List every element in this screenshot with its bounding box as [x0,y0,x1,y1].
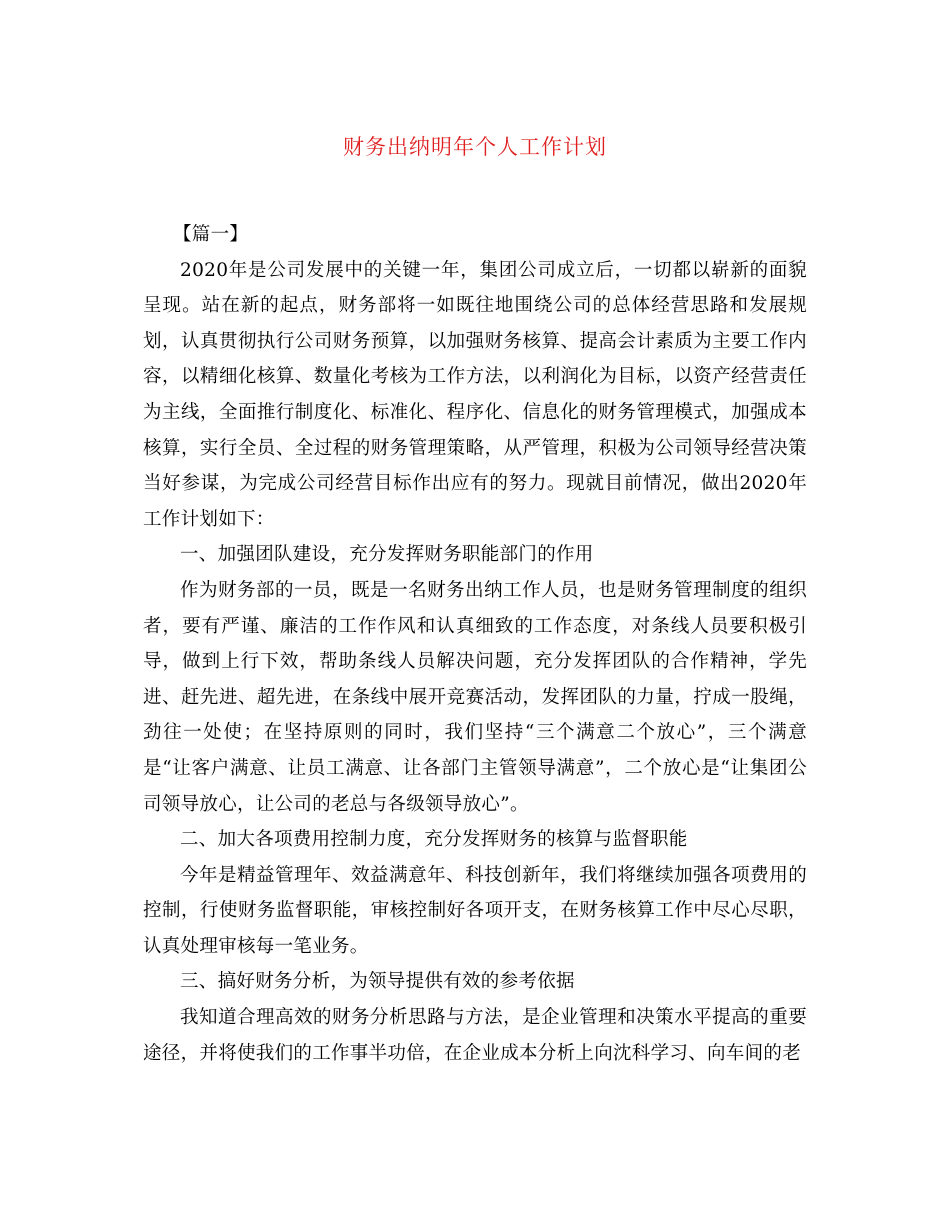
heading-team-building: 一、加强团队建设，充分发挥财务职能部门的作用 [180,544,594,566]
paragraph-financial-analysis: 我知道合理高效的财务分析思路与方法，是企业管理和决策水平提高的重要途径，并将使我们的工作事半功倍，在企业成本分析上向沈科学习、向车间的老 [143,1007,807,1064]
heading-financial-analysis: 三、搞好财务分析，为领导提供有效的参考依据 [180,971,575,993]
heading-cost-control: 二、加大各项费用控制力度，充分发挥财务的核算与监督职能 [180,829,688,851]
paragraph-intro: 2020年是公司发展中的关键一年，集团公司成立后，一切都以崭新的面貌呈现。站在新的起点，财务部将一如既往地围绕公司的总体经营思路和发展规划，认真贯彻执行公司财务预算，以加强财务核算、提高会计素质为主要工作内容，以精细化核算、数量化考核为工作方法，以利润化为目标，以资产经营责任为主线，全面推行制度化、标准化、程序化、信息化的财务管理模式，加强成本核算，实行全员、全过程的财务管理策略，从严管理，积极为公司领导经营决策当好参谋，为完成公司经营目标作出应有的努力。现就目前情况，做出2020年工作计划如下： [143,259,807,530]
paragraph-cost-control: 今年是精益管理年、效益满意年、科技创新年，我们将继续加强各项费用的控制，行使财务监督职能，审核控制好各项开支，在财务核算工作中尽心尽职，认真处理审核每一笔业务。 [143,864,807,957]
document-body [143,217,807,1071]
paragraph-team-building: 作为财务部的一员，既是一名财务出纳工作人员，也是财务管理制度的组织者，要有严谨、廉洁的工作作风和认真细致的工作态度，对条线人员要积极引导，做到上行下效，帮助条线人员解决问题，充分发挥团队的合作精神，学先进、赶先进、超先进，在条线中展开竞赛活动，发挥团队的力量，拧成一股绳，劲往一处使；在坚持原则的同时，我们坚持“三个满意二个放心”，三个满意是“让客户满意、让员工满意、让各部门主管领导满意”，二个放心是“让集团公司领导放心，让公司的老总与各级领导放心”。 [143,579,807,815]
section-tag: 【篇一】 [173,224,249,245]
document-title: 财务出纳明年个人工作计划 [343,135,607,159]
